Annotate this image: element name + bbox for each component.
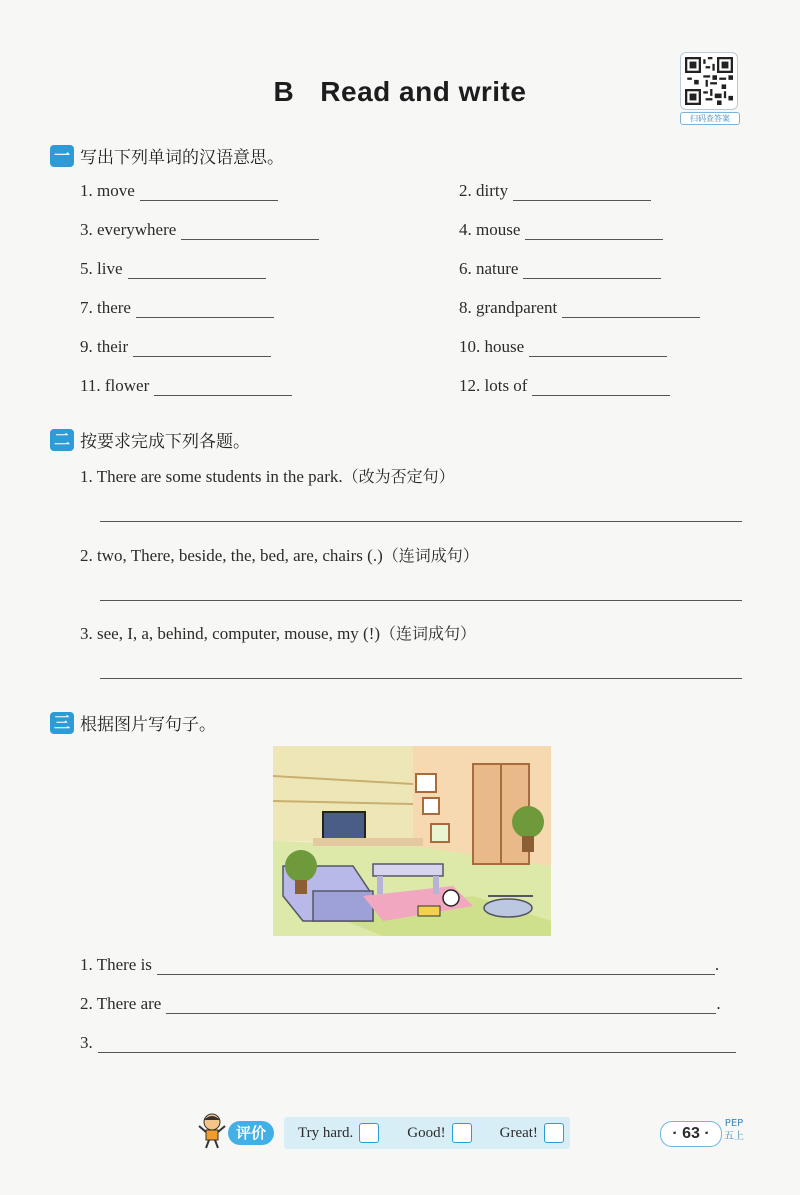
word-item-8 xyxy=(459,298,700,318)
section-2-title: 按要求完成下列各题。 xyxy=(80,432,250,452)
sentence-3 xyxy=(80,1033,736,1053)
word-label: 9. their xyxy=(80,337,129,356)
edition-mark xyxy=(724,1117,744,1143)
word-item-12 xyxy=(459,376,670,396)
word-label: 1. move xyxy=(80,181,135,200)
section-1-title: 写出下列单词的汉语意思。 xyxy=(80,148,284,168)
word-label: 3. everywhere xyxy=(80,220,177,239)
sentence-period: . xyxy=(714,955,720,974)
question-text: 2. two, There, beside, the, bed, are, chairs (.) xyxy=(80,546,383,565)
page-number: · 63 · xyxy=(660,1121,722,1147)
section-3-number: 三 xyxy=(50,712,74,734)
evaluation-badge: 评价 xyxy=(228,1121,274,1145)
great-checkbox[interactable] xyxy=(544,1123,564,1143)
word-label: 4. mouse xyxy=(459,220,521,239)
great-label: Great! xyxy=(499,1124,538,1141)
word-label: 11. flower xyxy=(80,376,150,395)
word-label: 10. house xyxy=(459,337,525,356)
try-hard-checkbox[interactable] xyxy=(359,1123,379,1143)
living-room-illustration xyxy=(273,746,551,936)
answer-blank[interactable] xyxy=(562,316,700,318)
good-checkbox[interactable] xyxy=(452,1123,472,1143)
word-item-11 xyxy=(80,376,292,396)
answer-line[interactable] xyxy=(100,599,742,601)
answer-blank[interactable] xyxy=(140,199,278,201)
answer-blank[interactable] xyxy=(136,316,274,318)
word-item-7 xyxy=(80,298,274,318)
qr-code-icon xyxy=(685,57,733,105)
sentence-2 xyxy=(80,994,721,1014)
word-label: 2. dirty xyxy=(459,181,509,200)
page-number-value: 63 xyxy=(682,1125,700,1142)
answer-line[interactable] xyxy=(100,520,742,522)
word-item-4 xyxy=(459,220,663,240)
section-3-heading xyxy=(50,710,216,735)
word-item-10 xyxy=(459,337,667,357)
edition-label: PEP xyxy=(724,1118,744,1129)
grade-label: 五上 xyxy=(724,1131,744,1142)
word-item-1 xyxy=(80,181,278,201)
word-label: 12. lots of xyxy=(459,376,528,395)
word-item-3 xyxy=(80,220,319,240)
section-3-title: 根据图片写句子。 xyxy=(80,715,216,735)
question-2-1 xyxy=(80,464,455,487)
qr-label: 扫码查答案 xyxy=(680,112,740,125)
word-label: 6. nature xyxy=(459,259,519,278)
answer-blank[interactable] xyxy=(523,277,661,279)
question-text: 1. There are some students in the park. xyxy=(80,467,343,486)
answer-blank[interactable] xyxy=(532,394,670,396)
answer-blank[interactable] xyxy=(154,394,292,396)
question-instruction: （连词成句） xyxy=(382,546,479,565)
answer-blank[interactable] xyxy=(513,199,651,201)
word-label: 5. live xyxy=(80,259,123,278)
section-1-number: 一 xyxy=(50,145,74,167)
word-item-6 xyxy=(459,259,661,279)
section-title: Read and write xyxy=(320,76,527,107)
question-instruction: （改为否定句） xyxy=(342,467,455,486)
answer-blank[interactable] xyxy=(525,238,663,240)
answer-blank[interactable] xyxy=(128,277,266,279)
sentence-1 xyxy=(80,955,719,975)
question-instruction: （连词成句） xyxy=(380,624,477,643)
word-label: 8. grandparent xyxy=(459,298,558,317)
question-2-3 xyxy=(80,621,476,644)
sentence-period: . xyxy=(716,994,721,1013)
sentence-start: 2. There are xyxy=(80,994,162,1013)
word-item-5 xyxy=(80,259,266,279)
word-item-9 xyxy=(80,337,271,357)
sentence-start: 3. xyxy=(80,1033,93,1052)
word-item-2 xyxy=(459,181,651,201)
answer-blank[interactable] xyxy=(133,355,271,357)
evaluation-bar xyxy=(284,1117,570,1149)
answer-blank[interactable] xyxy=(529,355,667,357)
word-label: 7. there xyxy=(80,298,131,317)
answer-blank[interactable] xyxy=(157,973,715,975)
answer-line[interactable] xyxy=(100,677,742,679)
section-2-number: 二 xyxy=(50,429,74,451)
answer-blank[interactable] xyxy=(181,238,319,240)
answer-blank[interactable] xyxy=(166,1012,716,1014)
try-hard-label: Try hard. xyxy=(298,1124,354,1141)
section-1-heading xyxy=(50,143,284,168)
question-2-2 xyxy=(80,543,479,566)
section-letter: B xyxy=(273,76,295,107)
section-2-heading xyxy=(50,427,250,452)
sentence-start: 1. There is xyxy=(80,955,152,974)
mascot-icon xyxy=(196,1112,228,1150)
good-label: Good! xyxy=(407,1124,446,1141)
qr-code[interactable] xyxy=(680,52,740,124)
answer-blank[interactable] xyxy=(98,1051,736,1053)
question-text: 3. see, I, a, behind, computer, mouse, my (!) xyxy=(80,624,381,643)
